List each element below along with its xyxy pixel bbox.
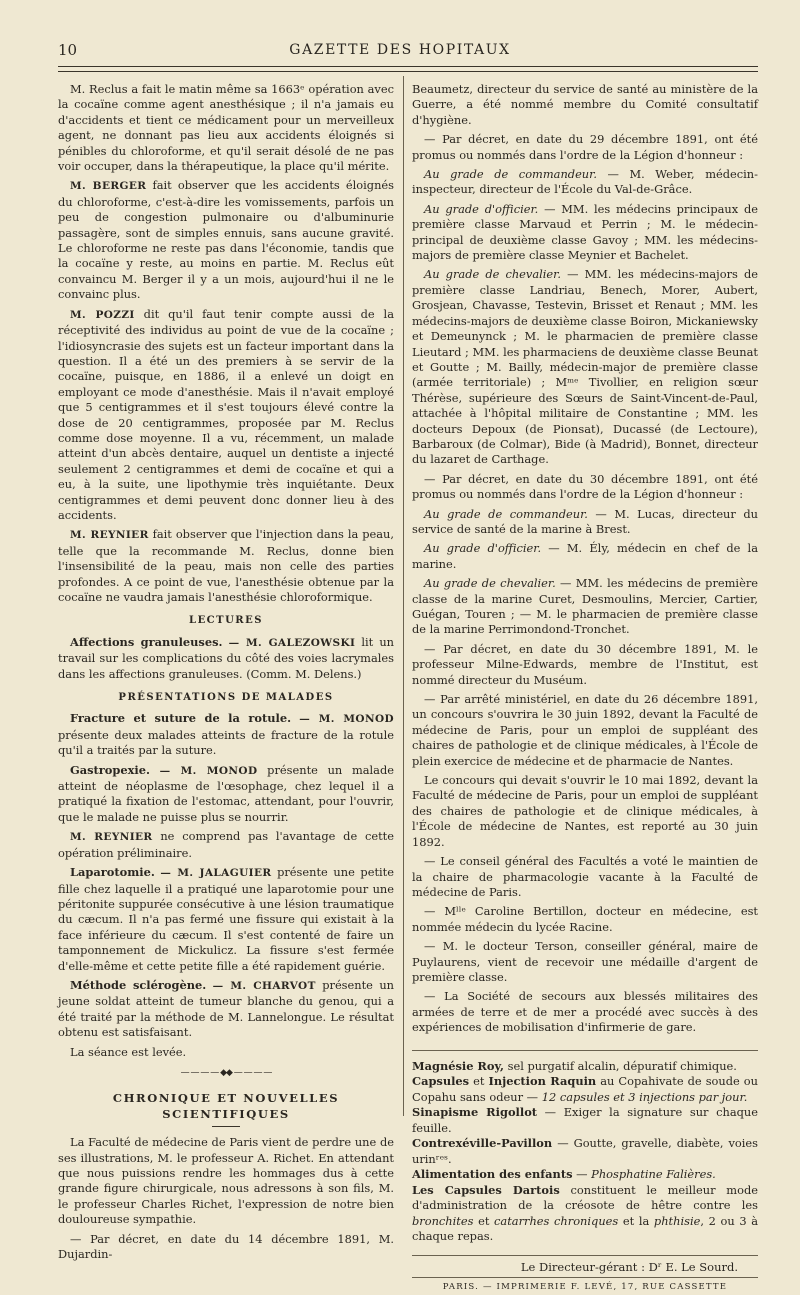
ad-text: et la: [618, 1213, 654, 1228]
paragraph-text: lit un travail sur les complications du côté des voies lacrymales dans les affections granuleuses. (Comm. M. Delens.): [58, 634, 394, 681]
column-divider: [403, 76, 404, 1116]
short-rule: [212, 1126, 240, 1127]
ad-title: Injection Raquin: [488, 1074, 597, 1089]
paragraph: La séance est levée.: [70, 1044, 187, 1059]
right-column: [412, 82, 759, 1292]
paragraph: [58, 635, 394, 682]
section-heading: PRÉSENTATIONS DE MALADES: [118, 692, 334, 704]
paragraph: [412, 541, 758, 572]
paragraph: [58, 178, 394, 302]
paragraph-text: — M. Ély, médecin en chef de la marine.: [412, 541, 758, 571]
paragraph-text: ne comprend pas l'avantage de cette opération préliminaire.: [58, 829, 394, 860]
ad-text-italic: Phosphatine Falières.: [591, 1167, 716, 1182]
paragraph-text: dit qu'il faut tenir compte aussi de la réceptivité des individus au point de vue de la cocaïne ; l'idiosyncrasie des sujets est un facteur important dans la question. Il a été un des premiers à se servir de la cocaïne, puisque, en 1886, il a enlevé un doigt en employant ce mode d'anesthésie. Mais il n'avait employé que 5 centigrammes et il s'est toujours élevé contre la dose de 20 centigrammes, proposée par M. Reclus comme dose moyenne. Il a vu, récemment, un malade atteint d'un abcès dentaire, auquel un dentiste a injecté seulement 2 centigrammes et demi de cocaïne et qui a eu, à la suite, une lipothymie très inquiétante. Deux centigrammes et demi peuvent donc donner lieu à des accidents.: [58, 306, 394, 522]
paragraph-text: — MM. les médecins-majors de première classe Landriau, Benech, Morer, Aubert, Grosjean, Chavasse, Testevin, Brisset et Renaut ; MM. les médecins-majors de deuxième classe Boiron, Mickaniewsky et Demeunynck ; M. le pharmacien de première classe Lieutard ; MM. les pharmaciens de deuxième classe Beunat et Goutte ; M. Bailly, médecin-major de première classe (armée territoriale) ; Mᵐᵉ Tivollier, en religion sœur Thérèse, supérieure des Sœurs de Saint-Vincent-de-Paul, attachée à l'hôpital militaire de Constantine ; MM. les docteurs Depoux (de Pionsat), Ducassé (de Lectoure), Barbaroux (de Colmar), Bide (à Madrid), Bonnet, directeur du lazaret de Carthage.: [412, 267, 758, 467]
paragraph: Beaumetz, directeur du service de santé au ministère de la Guerre, a été nommé membre du Comité consultatif d'hygiène.: [412, 82, 758, 127]
grade-label: Au grade d'officier.: [424, 541, 542, 556]
paragraph: [412, 202, 758, 264]
ad-title: Contrexéville-Pavillon: [412, 1136, 553, 1151]
paragraph: — Par décret, en date du 29 décembre 1891, ont été promus ou nommés dans l'ordre de la Légion d'honneur :: [412, 132, 758, 162]
paragraph: — Par décret, en date du 14 décembre 1891, M. Dujardin-: [58, 1231, 394, 1262]
paragraph-text: présente deux malades atteints de fracture de la rotule qu'il a traités par la suture.: [58, 727, 394, 758]
paragraph-text: présente un malade atteint de néoplasme de l'œsophage, chez lequel il a pratiqué la fixation de l'estomac, attendant, pour l'ouvrir, que le malade ne puisse plus se nourrir.: [58, 762, 394, 824]
paragraph: — La Société de secours aux blessés militaires des armées de terre et de mer a procédé avec succès à des expériences de mobilisation d'infirmerie de gare.: [412, 989, 758, 1035]
speaker-name: M. BERGER: [70, 180, 147, 193]
paragraph-text: — M. Lucas, directeur du service de santé de la marine à Brest.: [412, 506, 758, 536]
grade-label: Au grade de chevalier.: [424, 576, 556, 591]
ad-item: [412, 1074, 758, 1105]
ad-item: [412, 1105, 758, 1136]
ad-text: — Exiger la signature sur chaque feuille.: [412, 1105, 758, 1135]
ad-text: — Goutte, gravelle, diabète, voies urinʳᵉˢ.: [412, 1136, 758, 1166]
ad-text-italic: bronchites: [412, 1213, 474, 1228]
paragraph: M. Reclus a fait le matin même sa 1663ᵉ opération avec la cocaïne comme agent anesthésique ; il n'a jamais eu d'accidents et tient ce médicament pour un merveilleux agent, ne donnant pas lieu aux accidents éloignés si pénibles du chloroforme, et qu'il serait désolé de ne pas voir occuper, dans la thérapeutique, la place qu'il mérite.: [58, 82, 394, 174]
ad-text-italic: 12 capsules et 3 injections par jour.: [541, 1089, 748, 1104]
paragraph: — Le conseil général des Facultés a voté le maintien de la chaire de pharmacologie vacante à la Faculté de médecine de Paris.: [412, 854, 758, 899]
paragraph: [412, 267, 758, 467]
header-rule: [58, 71, 758, 72]
ad-item: [412, 1167, 758, 1183]
left-column: [58, 82, 395, 1262]
grade-label: Au grade de commandeur.: [424, 506, 588, 521]
paragraph-text: fait observer que les accidents éloignés du chloroforme, c'est-à-dire les vomissements, parfois un peu de congestion pulmonaire ou d'albuminurie passagère, sont de simples ennuis, sans aucune gravité. Le chloroforme ne reste pas dans l'économie, tandis que la cocaïne y reste, au moins en partie. M. Reclus eût convaincu M. Berger il y a un mois, aujourd'hui il ne le convainc plus.: [58, 178, 394, 302]
item-title: Laparotomie.: [70, 865, 155, 880]
paragraph-text: — M. Weber, médecin-inspecteur, directeur de l'École du Val-de-Grâce.: [412, 167, 758, 197]
speaker-name: M. POZZI: [70, 308, 135, 321]
running-title: GAZETTE DES HOPITAUX: [289, 42, 511, 58]
ad-text: —: [572, 1167, 592, 1182]
paragraph-text: présente un jeune soldat atteint de tumeur blanche du genou, qui a été traité par la méthode de M. Lannelongue. Le résultat obtenu est satisfaisant.: [58, 977, 395, 1040]
speaker-name: M. REYNIER: [70, 831, 153, 844]
paragraph: [58, 763, 394, 826]
ad-text: , 2 ou 3 à chaque repas.: [412, 1213, 758, 1244]
paragraph: [58, 829, 394, 861]
ad-text: et: [473, 1213, 495, 1228]
ad-title: Magnésie Roy,: [412, 1058, 504, 1073]
ad-item: [412, 1059, 758, 1075]
speaker-name: — M. MONOD: [159, 764, 258, 777]
ad-text-italic: phthisie: [653, 1213, 701, 1228]
paragraph-text: — MM. les médecins principaux de première classe Marvaud et Perrin ; M. le médecin-principal de deuxième classe Gavoy ; MM. les médecins-majors de première classe Meynier et Bachelet.: [412, 201, 758, 263]
paragraph: [58, 527, 394, 605]
section-heading: CHRONIQUE ET NOUVELLES SCIENTIFIQUES: [112, 1091, 340, 1121]
paragraph: [58, 978, 394, 1041]
speaker-name: — M. MONOD: [299, 713, 395, 726]
grade-label: Au grade de commandeur.: [424, 167, 597, 182]
paragraph: — Par arrêté ministériel, en date du 26 décembre 1891, un concours s'ouvrira le 30 juin 1892, devant la Faculté de médecine de Paris, pour un emploi de suppléant des chaires de pathologie et de clinique médicales, à l'École de plein exercice de médecine et de pharmacie de Nantes.: [412, 692, 758, 768]
paragraph: [412, 576, 758, 638]
page-number: 10: [58, 41, 78, 59]
paragraph: [58, 711, 394, 758]
speaker-name: M. REYNIER: [70, 529, 149, 542]
ad-title: Capsules: [412, 1074, 470, 1089]
paragraph: [412, 507, 758, 538]
paragraph: — M. le docteur Terson, conseiller général, maire de Puylaurens, vient de recevoir une médaille d'argent de première classe.: [412, 939, 758, 984]
paragraph: [58, 865, 394, 974]
ad-title: Les Capsules Dartois: [412, 1182, 560, 1197]
paragraph: [58, 307, 394, 524]
imprint: [412, 1255, 758, 1295]
speaker-name: — M. GALEZOWSKI: [228, 636, 356, 649]
ad-text: et: [469, 1074, 489, 1089]
grade-label: Au grade d'officier.: [424, 201, 539, 216]
paragraph: [412, 167, 758, 198]
paragraph-text: — MM. les médecins de première classe de la marine Curet, Desmoulins, Mercier, Cartier, Guégan, Touren ; — M. le pharmacien de première classe de la marine Perrimondond-Tronchet.: [412, 576, 759, 637]
paragraph-text: fait observer que l'injection dans la peau, telle que la recommande M. Reclus, donne bien l'insensibilité de la peau, mais non celle des parties profondes. A ce point de vue, l'anesthésie obtenue par la cocaïne ne vaudra jamais l'anesthésie chloroformique.: [58, 527, 394, 604]
ad-text: constituent le meilleur mode d'administration de la créosote de hêtre contre les: [412, 1182, 758, 1213]
paragraph: — Par décret, en date du 30 décembre 1891, ont été promus ou nommés dans l'ordre de la Légion d'honneur :: [412, 471, 758, 502]
printer-line: PARIS. — IMPRIMERIE F. LEVÉ, 17, RUE CASSETTE: [412, 1277, 758, 1295]
paragraph: — Par décret, en date du 30 décembre 1891, M. le professeur Milne-Edwards, membre de l'Institut, est nommé directeur du Muséum.: [412, 641, 758, 687]
ad-item: [412, 1183, 758, 1245]
section-heading: LECTURES: [189, 615, 263, 627]
paragraph-text: présente une petite fille chez laquelle il a pratiqué une laparotomie pour une péritonite suppurée consécutive à une lésion traumatique du cæcum. Il n'a pas fermé une fissure qui existait à la face inférieure du cæcum. Il s'est contenté de faire un tamponnement de Mickulicz. La fissure s'est fermée d'elle-même et cette petite fille a été rapidement guérie.: [58, 865, 394, 973]
advertisements: [412, 1050, 758, 1245]
header-rule: [58, 66, 758, 67]
item-title: Fracture et suture de la rotule.: [70, 711, 292, 726]
ornament-divider: [58, 1066, 394, 1081]
paragraph: Le concours qui devait s'ouvrir le 10 mai 1892, devant la Faculté de médecine de Paris, pour un emploi de suppléant des chaires de pathologie et de clinique médicales, à l'École de médecine de Nantes, est reporté au 30 juin 1892.: [412, 773, 758, 849]
item-title: Méthode sclérogène.: [70, 977, 207, 992]
ad-title: Alimentation des enfants: [412, 1167, 573, 1182]
ad-text-italic: catarrhes chroniques: [494, 1213, 619, 1228]
grade-label: Au grade de chevalier.: [424, 267, 561, 282]
director-signature: Le Directeur-gérant : Dʳ E. Le Sourd.: [520, 1259, 738, 1274]
item-title: Gastropexie.: [70, 762, 150, 777]
ad-item: [412, 1136, 758, 1167]
paragraph: La Faculté de médecine de Paris vient de perdre une de ses illustrations, M. le professeur A. Richet. En attendant que nous puissions rendre les hommages dus à cette grande figure chirurgicale, nous adressons à son fils, M. le professeur Charles Richet, l'expression de notre bien douloureuse sympathie.: [58, 1135, 394, 1227]
ad-text: au Copahivate de soude ou Copahu sans odeur —: [412, 1074, 758, 1104]
ad-title: Sinapisme Rigollot: [412, 1105, 538, 1120]
speaker-name: — M. CHARVOT: [212, 979, 316, 992]
speaker-name: — M. JALAGUIER: [160, 867, 272, 880]
ad-text: sel purgatif alcalin, dépuratif chimique.: [504, 1058, 737, 1073]
item-title: Affections granuleuses.: [70, 634, 223, 649]
paragraph: — Mˡˡᵉ Caroline Bertillon, docteur en médecine, est nommée médecin du lycée Racine.: [412, 904, 758, 934]
